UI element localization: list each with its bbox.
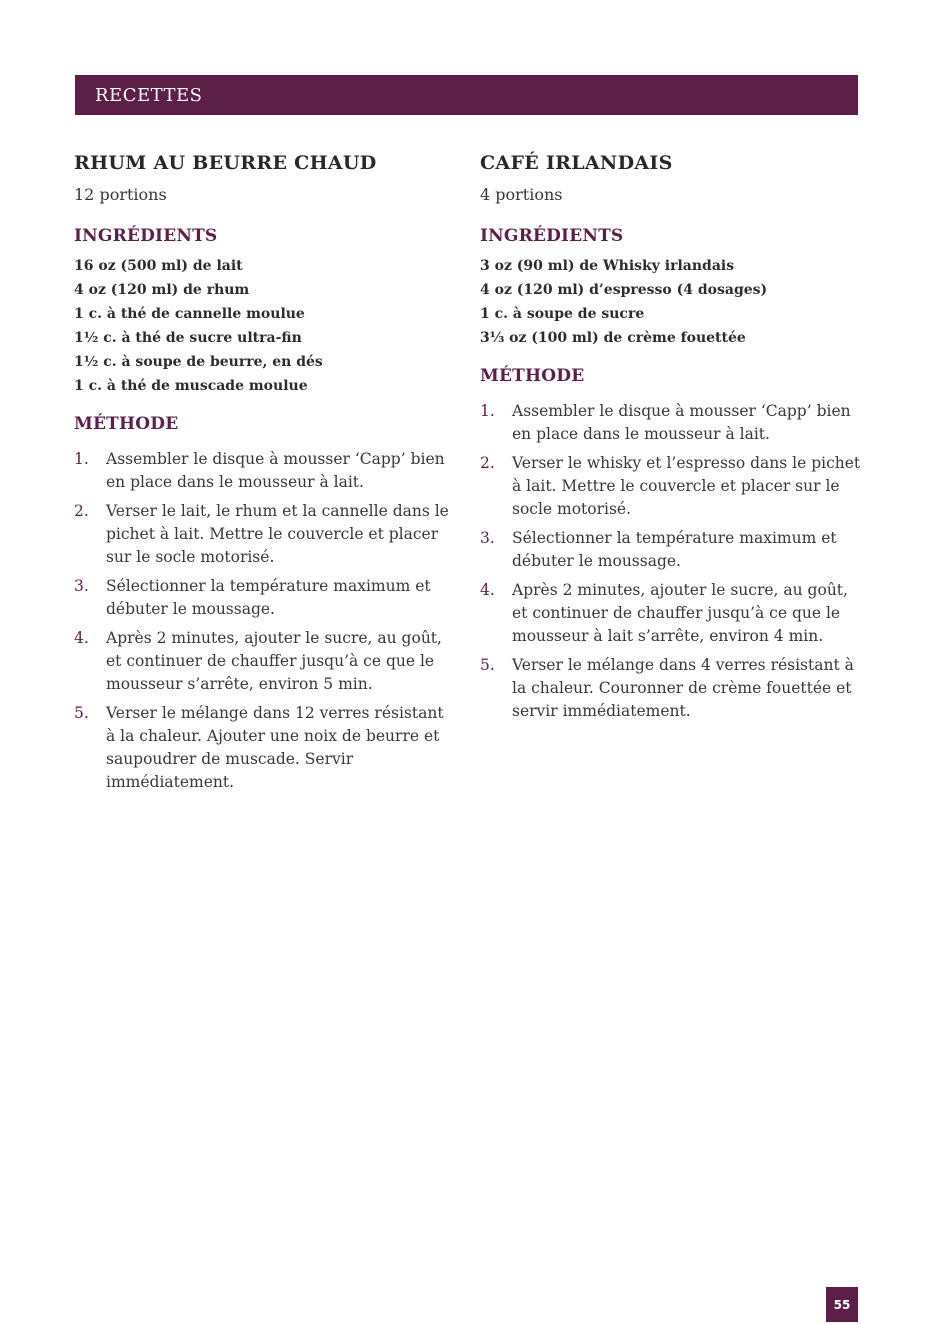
step-number: 1. (74, 450, 89, 468)
recipe-cafe-irlandais (480, 150, 865, 729)
step-number: 5. (74, 704, 89, 722)
method-heading: MÉTHODE (74, 414, 179, 434)
step-number: 3. (480, 529, 495, 547)
method-step (74, 702, 454, 794)
step-number: 2. (74, 502, 89, 520)
step-text: Sélectionner la température maximum et débuter le moussage. (106, 577, 431, 618)
method-step (74, 500, 454, 569)
step-text: Verser le mélange dans 4 verres résistant à la chaleur. Couronner de crème fouettée et servir immédiatement. (512, 656, 854, 720)
ingredient-item: 3 oz (90 ml) de Whisky irlandais (480, 258, 735, 274)
recipe-title: RHUM AU BEURRE CHAUD (74, 152, 377, 174)
ingredients-heading: INGRÉDIENTS (480, 226, 624, 246)
ingredients-list (480, 254, 865, 350)
method-step (480, 579, 865, 648)
recipe-servings: 12 portions (74, 185, 167, 204)
ingredient-item: 16 oz (500 ml) de lait (74, 258, 243, 274)
step-text: Verser le lait, le rhum et la cannelle dans le pichet à lait. Mettre le couvercle et placer sur le socle motorisé. (106, 502, 449, 566)
page-number-badge (826, 1287, 858, 1322)
method-step (74, 448, 454, 494)
step-number: 2. (480, 454, 495, 472)
method-steps (74, 448, 454, 794)
ingredient-item: 1 c. à thé de muscade moulue (74, 378, 308, 394)
method-step (74, 575, 454, 621)
ingredient-item: 1 c. à soupe de sucre (480, 306, 645, 322)
ingredients-heading: INGRÉDIENTS (74, 226, 218, 246)
step-text: Verser le whisky et l’espresso dans le pichet à lait. Mettre le couvercle et placer sur le socle motorisé. (512, 454, 861, 518)
step-number: 4. (74, 629, 89, 647)
ingredient-item: 1½ c. à thé de sucre ultra-fin (74, 330, 302, 346)
step-number: 1. (480, 402, 495, 420)
method-heading: MÉTHODE (480, 366, 585, 386)
step-number: 4. (480, 581, 495, 599)
ingredient-item: 3⅓ oz (100 ml) de crème fouettée (480, 330, 746, 346)
step-text: Verser le mélange dans 12 verres résistant à la chaleur. Ajouter une noix de beurre et saupoudrer de muscade. Servir immédiatement. (106, 704, 444, 791)
ingredient-item: 4 oz (120 ml) de rhum (74, 282, 250, 298)
section-banner (75, 75, 858, 115)
ingredients-list (74, 254, 454, 398)
method-step (480, 654, 865, 723)
recipe-title: CAFÉ IRLANDAIS (480, 152, 673, 174)
recipe-rhum-au-beurre-chaud (74, 150, 454, 800)
step-text: Après 2 minutes, ajouter le sucre, au goût, et continuer de chauffer jusqu’à ce que le mousseur à lait s’arrête, environ 4 min. (512, 581, 848, 645)
step-number: 3. (74, 577, 89, 595)
method-step (74, 627, 454, 696)
step-text: Sélectionner la température maximum et débuter le moussage. (512, 529, 837, 570)
page-number: 55 (833, 1297, 851, 1312)
step-number: 5. (480, 656, 495, 674)
method-steps (480, 400, 865, 723)
method-step (480, 400, 865, 446)
step-text: Après 2 minutes, ajouter le sucre, au goût, et continuer de chauffer jusqu’à ce que le mousseur s’arrête, environ 5 min. (106, 629, 442, 693)
method-step (480, 452, 865, 521)
section-title: RECETTES (95, 84, 203, 106)
ingredient-item: 1 c. à thé de cannelle moulue (74, 306, 305, 322)
ingredient-item: 1½ c. à soupe de beurre, en dés (74, 354, 323, 370)
ingredient-item: 4 oz (120 ml) d’espresso (4 dosages) (480, 282, 768, 298)
method-step (480, 527, 865, 573)
step-text: Assembler le disque à mousser ‘Capp’ bien en place dans le mousseur à lait. (106, 450, 445, 491)
step-text: Assembler le disque à mousser ‘Capp’ bien en place dans le mousseur à lait. (512, 402, 851, 443)
recipe-servings: 4 portions (480, 185, 563, 204)
